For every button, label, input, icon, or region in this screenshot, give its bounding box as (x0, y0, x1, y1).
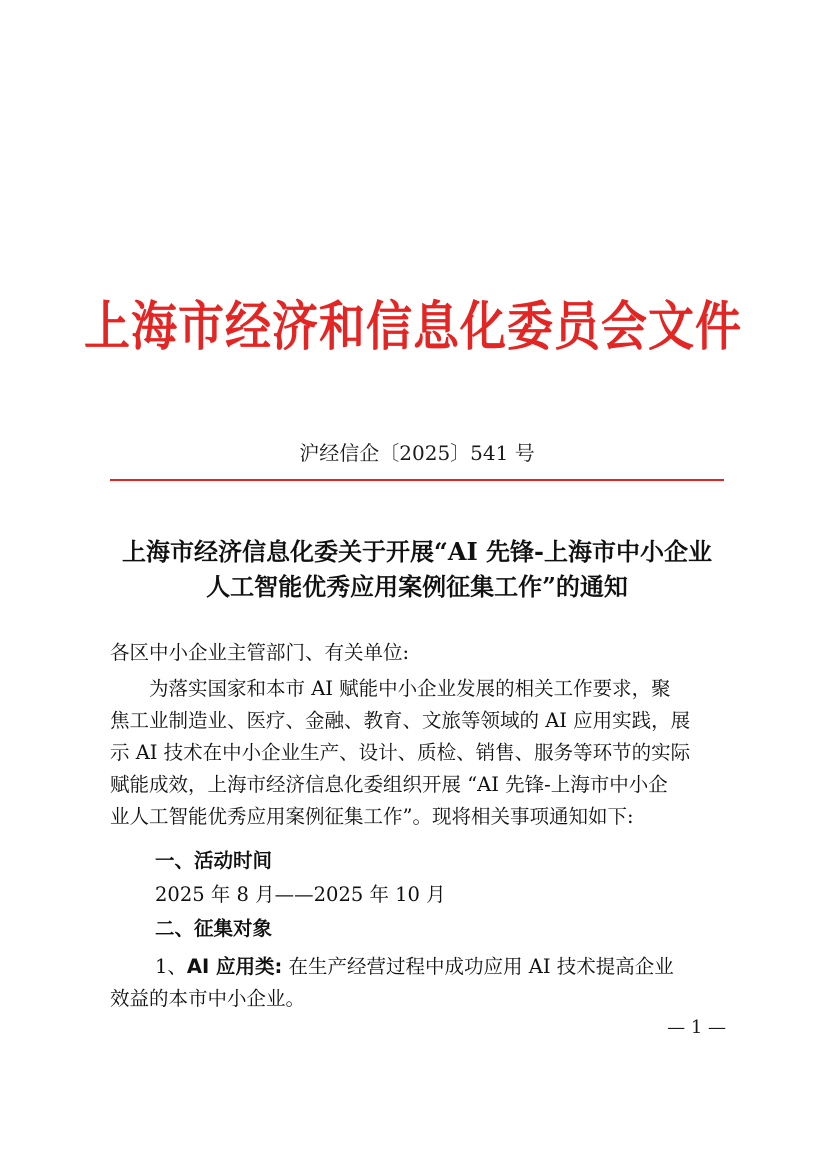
item-1-prefix: 1、 (155, 955, 187, 978)
intro-line-2: 焦工业制造业、医疗、金融、教育、文旅等领域的 AI 应用实践，展 (110, 709, 691, 732)
salutation: 各区中小企业主管部门、有关单位: (110, 641, 410, 664)
red-divider-line (110, 479, 724, 481)
issuer-red-head: 上海市经济和信息化委员会文件 (84, 294, 742, 358)
intro-line-5: 业人工智能优秀应用案例征集工作”。现将相关事项通知如下: (110, 805, 634, 828)
item-1-line-2: 效益的本市中小企业。 (110, 987, 306, 1010)
intro-line-1: 为落实国家和本市 AI 赋能中小企业发展的相关工作要求，聚 (149, 677, 671, 700)
notice-title (110, 534, 724, 604)
section-2-heading: 二、征集对象 (155, 917, 273, 940)
section-1-text: 2025 年 8 月——2025 年 10 月 (155, 883, 446, 906)
notice-title-line-2: 人工智能优秀应用案例征集工作”的通知 (206, 572, 628, 601)
page-number: — 1 — (667, 1017, 726, 1038)
intro-line-3: 示 AI 技术在中小企业生产、设计、质检、销售、服务等环节的实际 (110, 741, 691, 764)
item-1-label: AI 应用类: (186, 955, 283, 978)
item-1-line-1 (110, 951, 769, 983)
intro-paragraph (110, 673, 724, 833)
document-number: 沪经信企〔2025〕541 号 (299, 441, 535, 465)
item-1-text: 在生产经营过程中成功应用 AI 技术提高企业 (282, 955, 674, 978)
section-1-heading: 一、活动时间 (155, 849, 273, 872)
intro-line-4: 赋能成效，上海市经济信息化委组织开展 “AI 先锋-上海市中小企 (110, 773, 668, 796)
notice-title-line-1: 上海市经济信息化委关于开展“AI 先锋-上海市中小企业 (122, 537, 712, 566)
